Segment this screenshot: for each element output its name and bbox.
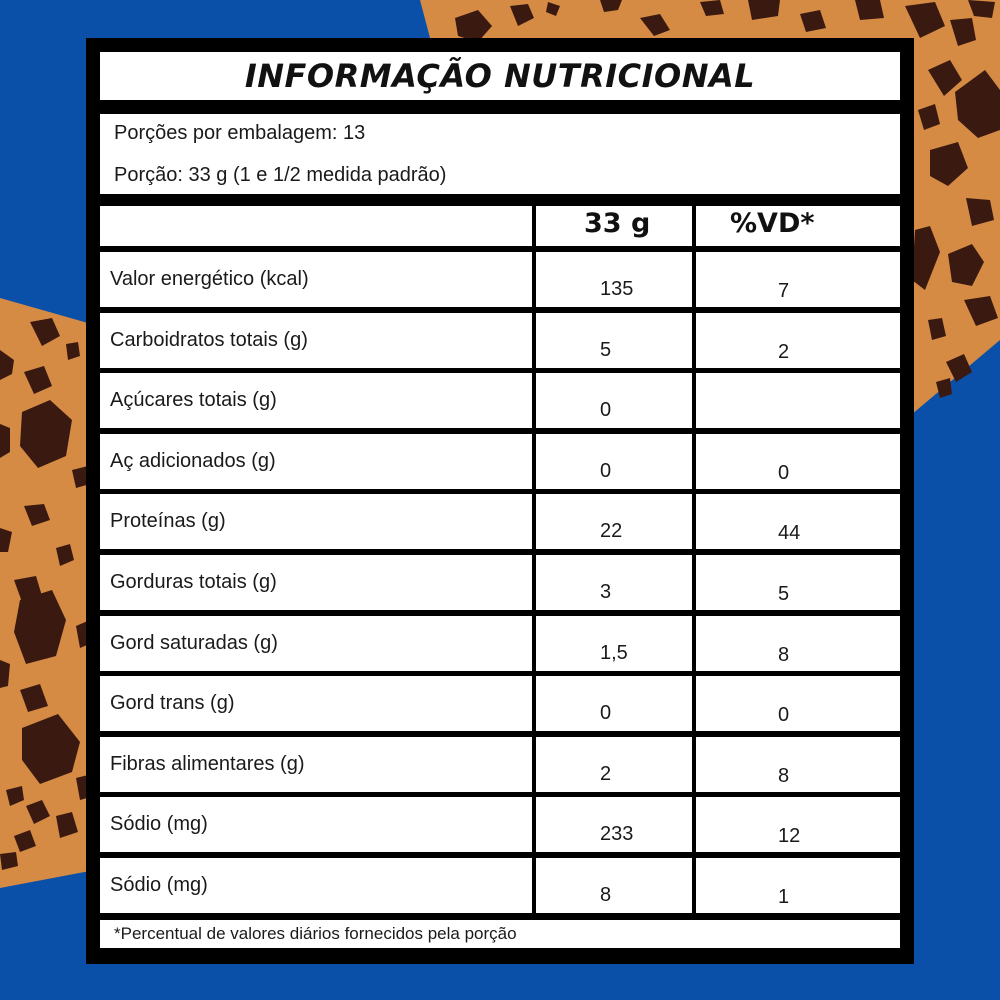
nutrient-label-cell [100, 494, 532, 549]
nutrient-amount: 22 [600, 520, 623, 542]
nutrient-dv: 8 [778, 644, 790, 666]
nutrient-label: Gord saturadas (g) [110, 632, 278, 654]
nutrient-amount-cell [536, 616, 692, 671]
nutrient-dv-cell [696, 494, 900, 549]
nutrient-amount-cell [536, 858, 692, 913]
footnote-box [100, 920, 900, 948]
nutrient-amount: 8 [600, 884, 612, 906]
nutrient-label-cell [100, 555, 532, 610]
nutrient-label: Sódio (mg) [110, 813, 208, 835]
nutrient-dv-cell [696, 313, 900, 368]
nutrient-label: Aç adicionados (g) [110, 450, 276, 472]
serving-info [100, 114, 900, 194]
nutrient-label: Proteínas (g) [110, 510, 226, 532]
nutrient-dv-cell [696, 616, 900, 671]
nutrient-label-cell [100, 858, 532, 913]
nutrient-amount: 0 [600, 702, 612, 724]
nutrient-dv-cell [696, 676, 900, 731]
nutrient-amount: 0 [600, 460, 612, 482]
nutrient-dv: 44 [778, 522, 801, 544]
nutrient-dv: 12 [778, 825, 801, 847]
nutrient-dv-cell [696, 555, 900, 610]
nutrient-amount-cell [536, 555, 692, 610]
header-blank-cell [100, 206, 532, 246]
nutrient-dv-cell [696, 858, 900, 913]
nutrient-amount-cell [536, 434, 692, 489]
nutrient-amount-cell [536, 494, 692, 549]
nutrient-amount: 2 [600, 763, 612, 785]
nutrient-label-cell [100, 313, 532, 368]
nutrient-label: Valor energético (kcal) [110, 268, 309, 290]
nutrient-amount-cell [536, 676, 692, 731]
nutrient-label: Sódio (mg) [110, 874, 208, 896]
footnote: *Percentual de valores diários fornecidos pela porção [114, 924, 517, 943]
nutrient-amount: 0 [600, 399, 612, 421]
nutrient-label: Fibras alimentares (g) [110, 753, 305, 775]
panel-title: INFORMAÇÃO NUTRICIONAL [244, 57, 756, 95]
nutrient-dv-cell [696, 737, 900, 792]
nutrient-amount: 135 [600, 278, 634, 300]
header-amount-cell [536, 206, 692, 246]
nutrient-dv: 1 [778, 886, 790, 908]
nutrient-label-cell [100, 737, 532, 792]
nutrient-dv: 5 [778, 583, 790, 605]
nutrient-amount: 3 [600, 581, 612, 603]
nutrition-facts-panel [86, 38, 914, 964]
nutrient-amount: 233 [600, 823, 634, 845]
nutrient-label-cell [100, 373, 532, 428]
nutrient-dv: 2 [778, 341, 790, 363]
nutrient-dv-cell [696, 434, 900, 489]
nutrient-label-cell [100, 797, 532, 852]
nutrient-amount: 5 [600, 339, 612, 361]
nutrient-dv: 0 [778, 704, 790, 726]
nutrient-amount-cell [536, 373, 692, 428]
nutrient-label: Carboidratos totais (g) [110, 329, 308, 351]
nutrient-dv-cell [696, 797, 900, 852]
nutrient-label: Açúcares totais (g) [110, 389, 277, 411]
nutrient-dv-cell [696, 373, 900, 428]
nutrient-amount-cell [536, 252, 692, 307]
serving-size: Porção: 33 g (1 e 1/2 medida padrão) [114, 164, 447, 186]
nutrient-label: Gorduras totais (g) [110, 571, 277, 593]
nutrient-label-cell [100, 616, 532, 671]
nutrient-amount-cell [536, 313, 692, 368]
nutrient-dv-cell [696, 252, 900, 307]
column-header-amount: 33 g [584, 208, 651, 239]
nutrient-amount-cell [536, 797, 692, 852]
nutrient-dv: 7 [778, 280, 790, 302]
nutrient-dv: 8 [778, 765, 790, 787]
nutrient-amount: 1,5 [600, 642, 628, 664]
nutrient-label: Gord trans (g) [110, 692, 235, 714]
nutrient-label-cell [100, 676, 532, 731]
servings-per-package: Porções por embalagem: 13 [114, 122, 366, 144]
nutrient-amount-cell [536, 737, 692, 792]
nutrient-label-cell [100, 252, 532, 307]
header-dv-cell [696, 206, 900, 246]
nutrient-label-cell [100, 434, 532, 489]
nutrient-dv: 0 [778, 462, 790, 484]
column-header-dv: %VD* [730, 208, 815, 239]
title-box [100, 52, 900, 100]
